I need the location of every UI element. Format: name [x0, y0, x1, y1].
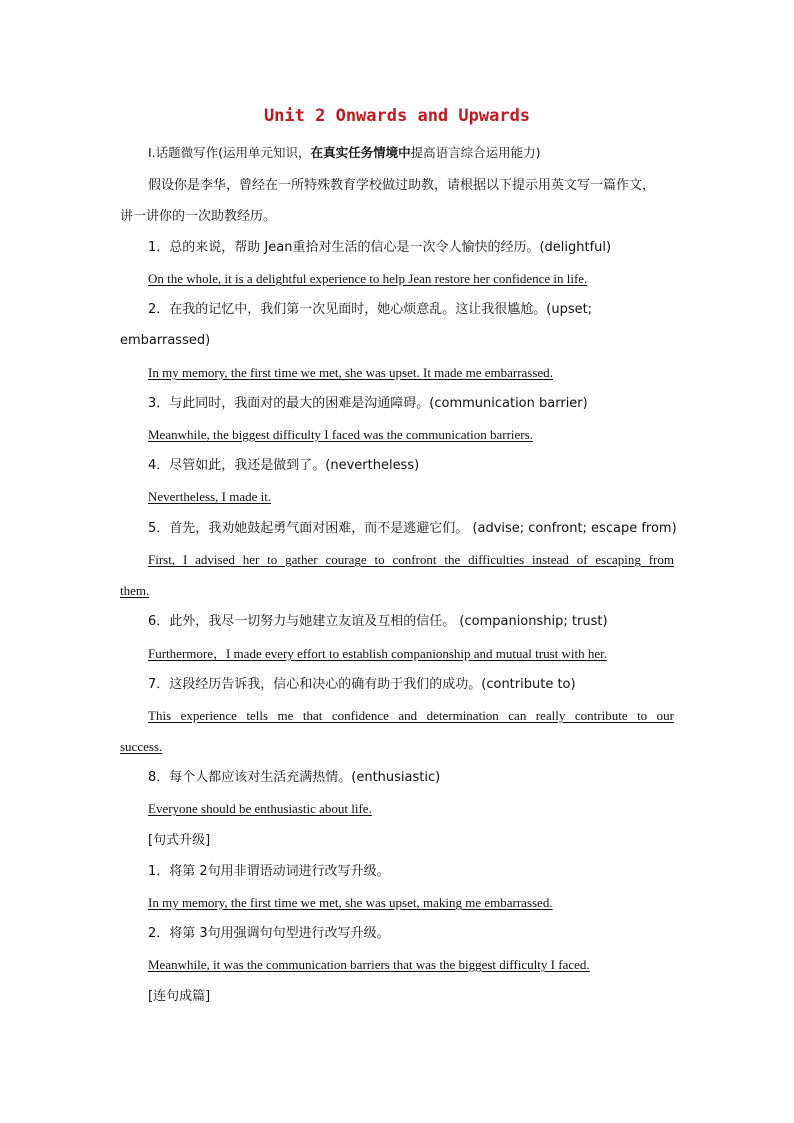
item-1-answer: On the whole, it is a delightful experience to help Jean restore her confidence in life. [148, 271, 588, 286]
item-3-prompt: 3．与此同时，我面对的最大的困难是沟通障碍。(communication barrier) [148, 396, 588, 411]
item-7-prompt: 7．这段经历告诉我，信心和决心的确有助于我们的成功。(contribute to) [148, 677, 576, 692]
item-1-prompt: 1．总的来说，帮助 Jean重拾对生活的信心是一次令人愉快的经历。(delightful) [148, 240, 612, 255]
upgrade-2-prompt: 2．将第 3句用强调句句型进行改写升级。 [148, 926, 390, 941]
item-5-answer-line-1: First, I advised her to gather courage to confront the difficulties instead of escaping from [148, 552, 674, 567]
item-8-answer: Everyone should be enthusiastic about life. [148, 801, 372, 816]
section-heading [148, 145, 540, 161]
upgrade-1-answer: In my memory, the first time we met, she was upset, making me embarrassed. [148, 895, 553, 910]
section-heading-c: 提高语言综合运用能力) [410, 145, 541, 160]
item-8-prompt: 8．每个人都应该对生活充满热情。(enthusiastic) [148, 770, 441, 785]
item-4-answer: Nevertheless, I made it. [148, 489, 272, 504]
item-2-prompt-line-1: 2．在我的记忆中，我们第一次见面时，她心烦意乱。这让我很尴尬。(upset; [148, 302, 593, 317]
section-heading-b: 在真实任务情境中 [310, 145, 411, 160]
compose-heading: [连句成篇] [148, 989, 211, 1004]
item-7-answer-line-2: success. [120, 739, 163, 754]
page-title: Unit 2 Onwards and Upwards [263, 106, 531, 126]
item-7-answer-line-1: This experience tells me that confidence and determination can really contribute to our [148, 708, 674, 723]
item-3-answer: Meanwhile, the biggest difficulty I faced was the communication barriers. [148, 427, 533, 442]
upgrade-1-prompt: 1．将第 2句用非谓语动词进行改写升级。 [148, 864, 390, 879]
item-6-prompt: 6．此外，我尽一切努力与她建立友谊及互相的信任。 (companionship; trust) [148, 614, 608, 629]
upgrade-2-answer: Meanwhile, it was the communication barriers that was the biggest difficulty I faced. [148, 957, 590, 972]
intro-line-2: 讲一讲你的一次助教经历。 [120, 209, 277, 224]
item-5-prompt: 5．首先，我劝她鼓起勇气面对困难，而不是逃避它们。 (advise; confront; escape from) [148, 521, 677, 536]
item-2-prompt-line-2: embarrassed) [120, 333, 211, 348]
item-2-answer: In my memory, the first time we met, she was upset. It made me embarrassed. [148, 365, 553, 380]
section-heading-a: 话题微写作(运用单元知识， [155, 145, 311, 160]
item-4-prompt: 4．尽管如此，我还是做到了。(nevertheless) [148, 458, 420, 473]
section-number: Ⅰ. [148, 145, 156, 160]
item-6-answer: Furthermore，I made every effort to establish companionship and mutual trust with her. [148, 646, 607, 661]
intro-line-1: 假设你是李华，曾经在一所特殊教育学校做过助教，请根据以下提示用英文写一篇作文， [148, 178, 656, 193]
upgrade-heading: [句式升级] [148, 833, 211, 848]
item-5-answer-line-2: them. [120, 583, 150, 598]
